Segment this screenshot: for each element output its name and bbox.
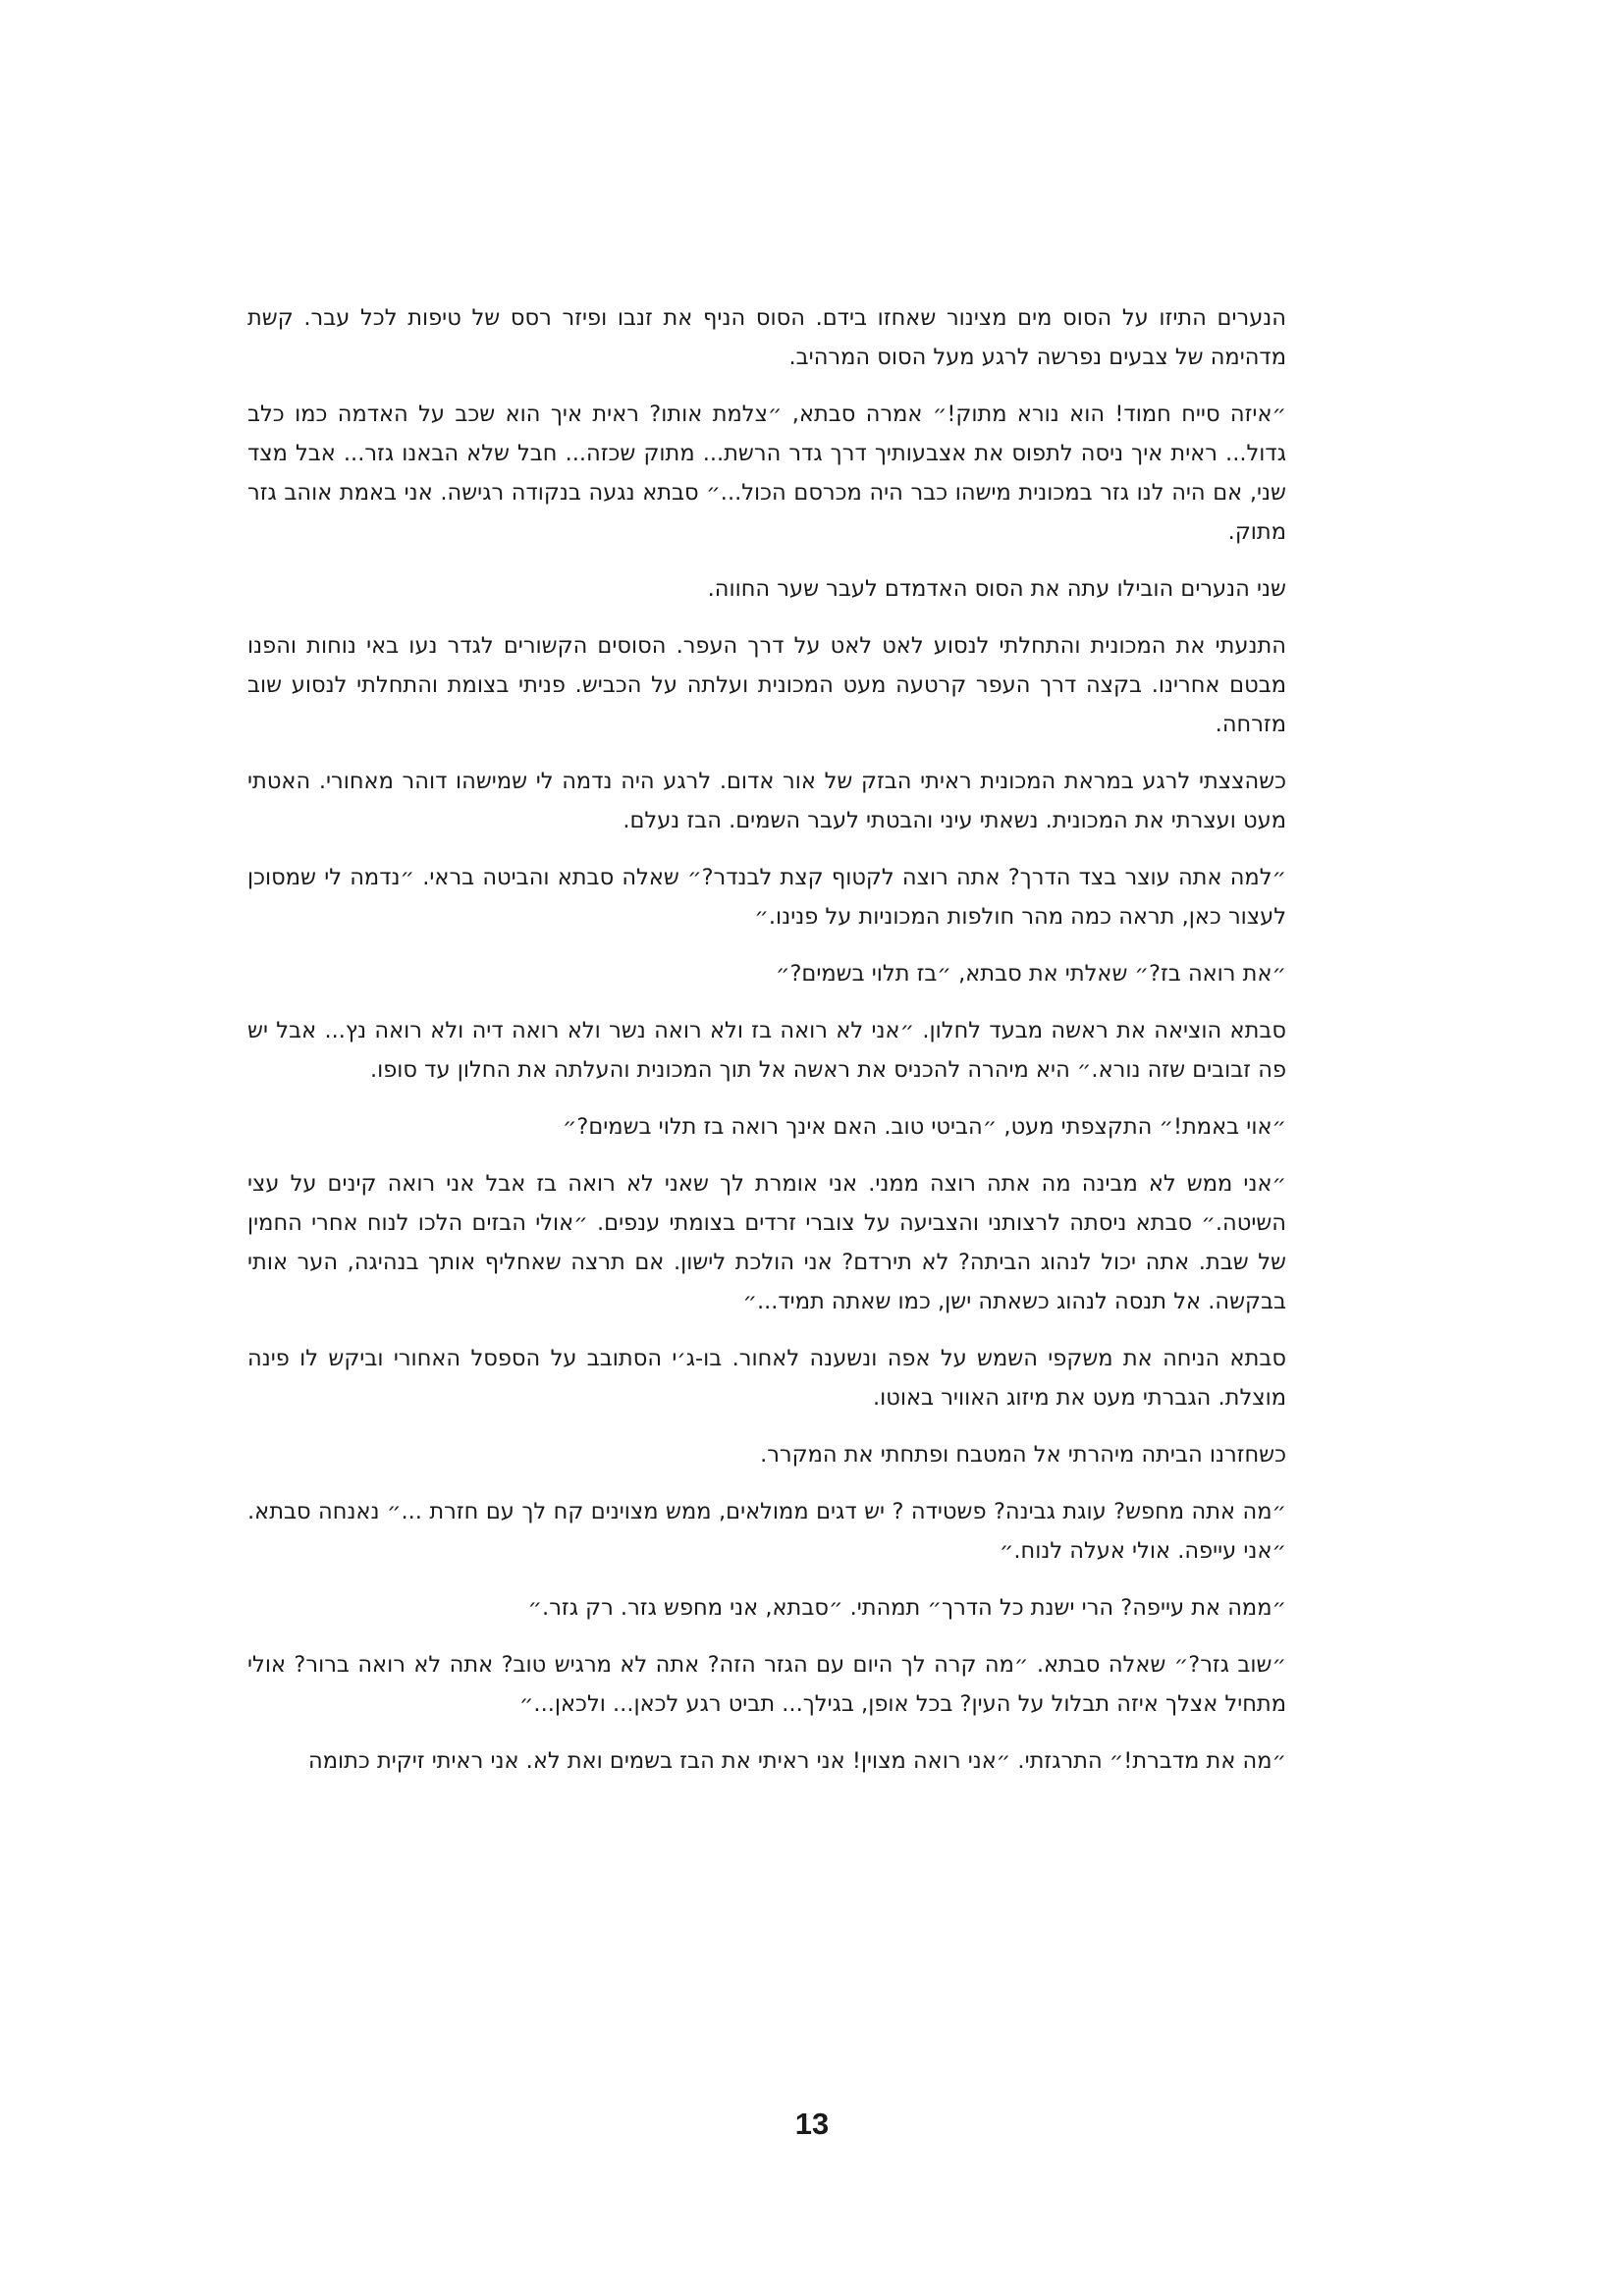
paragraph: התנעתי את המכונית והתחלתי לנסוע לאט לאט על דרך העפר. הסוסים הקשורים לגדר נעו באי נוחות והפנו מבטם אחרינו. בקצה דרך העפר קרטעה מעט המכונית ועלתה על הכביש. פניתי בצומת והתחלתי לנסוע שוב מזרחה. bbox=[247, 633, 1286, 737]
paragraph: כשהצצתי לרגע במראת המכונית ראיתי הבזק של אור אדום. לרגע היה נדמה לי שמישהו דוהר מאחורי. האטתי מעט ועצרתי את המכונית. נשאתי עיני והבטתי לעבר השמים. הבז נעלם. bbox=[247, 769, 1286, 833]
body-text bbox=[247, 298, 1286, 1798]
paragraph: סבתא הניחה את משקפי השמש על אפה ונשענה לאחור. בו-ג׳י הסתובב על הספסל האחורי וביקש לו פינה מוצלת. הגברתי מעט את מיזוג האוויר באוטו. bbox=[247, 1346, 1286, 1411]
paragraph: ״את רואה בז?״ שאלתי את סבתא, ״בז תלוי בשמים?״ bbox=[775, 961, 1286, 987]
paragraph: ״איזה סייח חמוד! הוא נורא מתוק!״ אמרה סבתא, ״צלמת אותו? ראית איך הוא שכב על האדמה כמו כלב גדול... ראית איך ניסה לתפוס את אצבעותיך דרך גדר הרשת... מתוק שכזה... חבל שלא הבאנו גזר... אבל מצד שני, אם היה לנו גזר במכונית מישהו כבר היה מכרסם הכול...״ סבתא נגעה בנקודה רגישה. אני באמת אוהב גזר מתוק. bbox=[247, 401, 1286, 545]
paragraph: ״למה אתה עוצר בצד הדרך? אתה רוצה לקטוף קצת לבנדר?״ שאלה סבתא והביטה בראי. ״נדמה לי שמסוכן לעצור כאן, תראה כמה מהר חולפות המכוניות על פנינו.״ bbox=[247, 865, 1286, 930]
paragraph: ״שוב גזר?״ שאלה סבתא. ״מה קרה לך היום עם הגזר הזה? אתה לא מרגיש טוב? אתה לא רואה ברור? אולי מתחיל אצלך איזה תבלול על העין? בכל אופן, בגילך... תביט רגע לכאן... ולכאן...״ bbox=[247, 1652, 1286, 1717]
paragraph: ״ממה את עייפה? הרי ישנת כל הדרך״ תמהתי. ״סבתא, אני מחפש גזר. רק גזר.״ bbox=[527, 1595, 1286, 1621]
paragraph: ״אוי באמת!״ התקצפתי מעט, ״הביטי טוב. האם אינך רואה בז תלוי בשמים?״ bbox=[562, 1114, 1286, 1140]
paragraph: כשחזרנו הביתה מיהרתי אל המטבח ופתחתי את המקרר. bbox=[760, 1442, 1286, 1468]
paragraph: ״מה אתה מחפש? עוגת גבינה? פשטידה ? יש דגים ממולאים, ממש מצוינים קח לך עם חזרת ...״ נאנחה סבתא. ״אני עייפה. אולי אעלה לנוח.״ bbox=[247, 1499, 1286, 1564]
paragraph: ״מה את מדברת!״ התרגזתי. ״אני רואה מצוין! אני ראיתי את הבז בשמים ואת לא. אני ראיתי זיקית כתומה bbox=[308, 1748, 1286, 1774]
paragraph: הנערים התיזו על הסוס מים מצינור שאחזו בידם. הסוס הניף את זנבו ופיזר רסס של טיפות לכל עבר. קשת מדהימה של צבעים נפרשה לרגע מעל הסוס המרהיב. bbox=[247, 305, 1286, 370]
paragraph: סבתא הוציאה את ראשה מבעד לחלון. ״אני לא רואה בז ולא רואה נשר ולא רואה דיה ולא רואה נץ... אבל יש פה זבובים שזה נורא.״ היא מיהרה להכניס את ראשה אל תוך המכונית והעלתה את החלון עד סופו. bbox=[247, 1018, 1286, 1083]
paragraph: ״אני ממש לא מבינה מה אתה רוצה ממני. אני אומרת לך שאני לא רואה בז אבל אני רואה קינים על עצי השיטה.״ סבתא ניסתה לרצותני והצביעה על צוברי זרדים בצומתי ענפים. ״אולי הבזים הלכו לנוח אחרי החמין של שבת. אתה יכול לנהוג הביתה? לא תירדם? אני הולכת לישון. אם תרצה שאחליף אותך בנהיגה, הער אותי בבקשה. אל תנסה לנהוג כשאתה ישן, כמו שאתה תמיד...״ bbox=[247, 1171, 1286, 1314]
paragraph: שני הנערים הובילו עתה את הסוס האדמדם לעבר שער החווה. bbox=[707, 576, 1286, 602]
page-number: 13 bbox=[794, 2107, 830, 2141]
